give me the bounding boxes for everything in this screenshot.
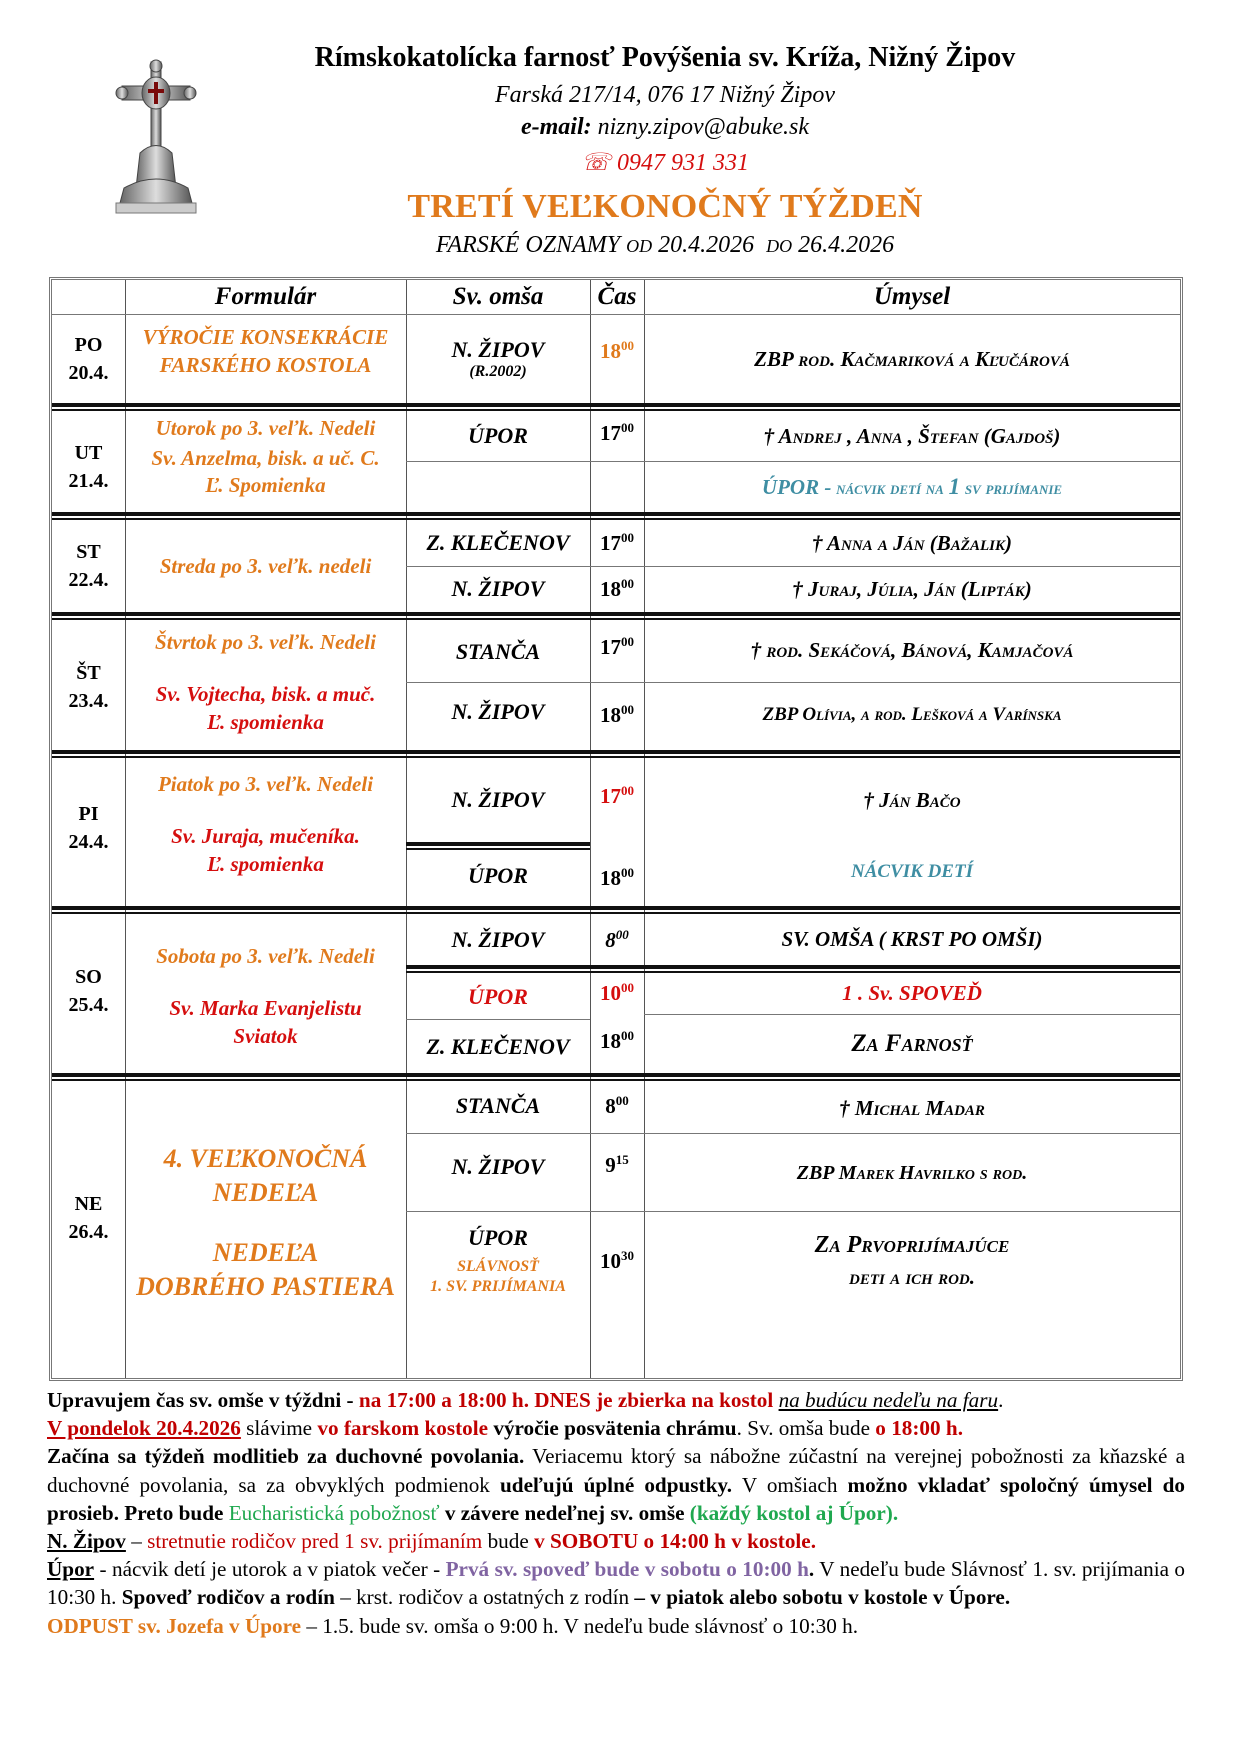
day-cell (52, 622, 125, 752)
mass-time: $18^{00}$ (600, 338, 634, 363)
day-abbrev: ŠT (76, 662, 101, 684)
mass-place: STANČA (455, 1093, 541, 1118)
mass-time: $8^{00}$ (605, 927, 629, 952)
day-cell (52, 1083, 125, 1381)
mass-time: $10^{30}$ (600, 1247, 634, 1273)
mass-intention: † Andrej , Anna , Štefan (Gajdoš) (763, 423, 1061, 448)
mass-intention: ZBP Marek Havrilko s rod. (796, 1161, 1028, 1184)
phone-number[interactable]: 0947 931 331 (617, 150, 749, 176)
mass-intention: ZBP rod. Kačmariková a Kľučárová (754, 346, 1070, 371)
note-paragraph: Úpor - nácvik detí je utorok a v piatok večer - Prvá sv. spoveď bude v sobotu o 10:00 h. V nedeľu bude Slávnosť 1. sv. prijímania o 10:30 h. Spoveď rodičov a rodín – krst. rodičov a ostatných z rodín – v piatok alebo sobotu v kostole v Úpore. (47, 1557, 1186, 1610)
mass-intention: † Ján Bačo (863, 787, 961, 812)
mass-place-cell (406, 1213, 590, 1308)
mass-place-note: SLÁVNOSŤ (457, 1257, 539, 1275)
formular-line: Sv. Vojtecha, bisk. a muč. (155, 682, 376, 706)
mass-time: $18^{00}$ (600, 1028, 634, 1053)
day-divider (52, 403, 1180, 411)
formular-cell (125, 411, 406, 521)
formular-line: Sv. Juraja, mučeníka. (171, 824, 360, 848)
mass-time: $17^{00}$ (600, 420, 634, 445)
mass-time: $18^{00}$ (600, 865, 634, 890)
formular-line: Sv. Anzelma, bisk. a uč. C. (151, 446, 380, 470)
mass-place: N. ŽIPOV (451, 1154, 545, 1179)
mass-place: N. ŽIPOV (451, 576, 545, 601)
mass-intention: † Michal Madar (839, 1095, 985, 1120)
parish-address: Farská 217/14, 076 17 Nižný Žipov (495, 82, 835, 108)
mass-place-cell (406, 316, 590, 402)
header-cas: Čas (597, 282, 637, 310)
formular-cell (125, 620, 406, 750)
parish-name: Rímskokatolícka farnosť Povýšenia sv. Kríža, Nižný Žipov (314, 42, 1016, 73)
mass-time: $9^{15}$ (605, 1152, 629, 1177)
day-date: 20.4. (68, 362, 109, 384)
row-divider (406, 965, 1180, 973)
mass-place: N. ŽIPOV (451, 337, 545, 362)
formular-cell (125, 1083, 406, 1323)
formular-line: Ľ. spomienka (207, 852, 324, 876)
day-date: 26.4. (68, 1221, 109, 1243)
mass-place: Z. KLEČENOV (426, 530, 570, 555)
mass-place: ÚPOR (468, 863, 528, 888)
day-divider (52, 1073, 1180, 1081)
intention-line: Za Prvoprijímajúce (814, 1231, 1010, 1258)
schedule-table (49, 277, 1183, 1381)
row-divider (406, 842, 590, 850)
formular-line: Piatok po 3. veľk. Nedeli (157, 772, 374, 796)
formular-line: NEDEĽA (212, 1238, 319, 1267)
row-divider (406, 1211, 1180, 1212)
mass-place-note: 1. SV. PRIJÍMANIA (430, 1277, 566, 1295)
formular-line: Utorok po 3. veľk. Nedeli (155, 416, 376, 440)
row-divider (406, 1019, 590, 1020)
mass-place: ÚPOR (468, 423, 528, 448)
day-date: 22.4. (68, 569, 109, 591)
day-abbrev: ST (76, 541, 101, 563)
mass-time: $17^{00}$ (600, 783, 634, 808)
day-cell (52, 413, 125, 521)
day-divider (52, 750, 1180, 758)
range-prefix: FARSKÉ OZNAMY (435, 232, 621, 258)
header-formular: Formulár (214, 282, 317, 310)
day-cell (52, 316, 125, 402)
formular-cell (125, 916, 406, 1066)
day-cell (52, 916, 125, 1066)
note-paragraph: Upravujem čas sv. omše v týždni - na 17:00 a 18:00 h. DNES je zbierka na kostol na budúcu nedeľu na faru. (47, 1388, 1004, 1412)
day-divider (52, 906, 1180, 914)
parish-phone-line (230, 148, 1100, 177)
row-divider (52, 314, 1180, 315)
email-label: e-mail: (520, 114, 592, 140)
mass-time: $18^{00}$ (600, 576, 634, 601)
announcements-range (230, 232, 1100, 259)
range-do: DO (766, 236, 793, 256)
mass-note: (R.2002) (469, 363, 527, 380)
day-divider (52, 612, 1180, 620)
day-date: 23.4. (68, 690, 109, 712)
formular-line: Sv. Marka Evanjelistu (169, 996, 362, 1020)
formular-line: Streda po 3. veľk. nedeli (159, 554, 372, 578)
note-paragraph: ODPUST sv. Jozefa v Úpore – 1.5. bude sv. omša o 9:00 h. V nedeľu bude slávnosť o 10:30 h. (47, 1613, 858, 1638)
mass-place: N. ŽIPOV (451, 699, 545, 724)
mass-place: N. ŽIPOV (451, 787, 545, 812)
day-abbrev: NE (74, 1193, 103, 1215)
formular-cell (125, 316, 406, 386)
formular-line: Ľ. spomienka (207, 710, 324, 734)
day-cell (52, 522, 125, 610)
mass-intention-note: ÚPOR - nácvik detí na 1 sv prijímanie (761, 474, 1063, 499)
mass-intention: † rod. Sekáčová, Bánová, Kamjačová (750, 637, 1074, 662)
mass-place: ÚPOR (468, 1224, 528, 1250)
mass-time: $18^{00}$ (600, 702, 634, 727)
formular-cell (125, 522, 406, 610)
day-abbrev: UT (74, 442, 103, 464)
formular-line: VÝROČIE KONSEKRÁCIE (142, 325, 389, 349)
mass-intention: NÁCVIK DETÍ (851, 861, 973, 882)
day-abbrev: PO (74, 334, 103, 356)
formular-line: 4. VEĽKONOČNÁ (163, 1144, 368, 1173)
range-from: 20.4.2026 (658, 232, 755, 258)
formular-line: DOBRÉHO PASTIERA (136, 1272, 395, 1301)
row-divider (406, 566, 1180, 567)
mass-intention (644, 1213, 1180, 1308)
note-paragraph: N. Žipov – stretnutie rodičov pred 1 sv. prijímaním bude v SOBOTU o 14:00 h v kostole. (47, 1529, 817, 1554)
formular-line: NEDEĽA (212, 1178, 319, 1207)
mass-place: ÚPOR (468, 984, 528, 1009)
range-od: OD (626, 236, 653, 256)
header-umysel: Úmysel (873, 282, 951, 310)
note-paragraph: Začína sa týždeň modlitieb za duchovné povolania. Veriacemu ktorý sa nábožne zúčastní na verejnej pobožnosti za kňazské a duchovné povolania, sa za obvyklých podmienok udeľujú úplné odpustky. V omšiach možno vkladať spoločný úmysel do prosieb. Preto bude Eucharistická pobožnosť v závere nedeľnej sv. omše (každý kostol aj Úpor). (47, 1444, 1186, 1525)
week-title: TRETÍ VEĽKONOČNÝ TÝŽDEŇ (407, 188, 923, 225)
row-divider (406, 1133, 1180, 1134)
announcements (47, 1386, 1185, 1640)
mass-intention: ZBP Olívia, a rod. Lešková a Varínska (762, 704, 1062, 725)
mass-time: $17^{00}$ (600, 530, 634, 555)
row-divider (406, 682, 1180, 683)
mass-time: $10^{00}$ (600, 980, 634, 1005)
reliquary-cross-logo (110, 58, 202, 218)
formular-cell (125, 760, 406, 896)
mass-intention: † Juraj, Júlia, Ján (Lipták) (792, 576, 1032, 601)
row-divider (406, 461, 1180, 462)
mass-intention: SV. OMŠA ( KRST PO OMŠI) (781, 926, 1043, 951)
formular-line: FARSKÉHO KOSTOLA (159, 353, 372, 377)
day-date: 21.4. (68, 470, 109, 492)
mass-intention: 1 . Sv. SPOVEĎ (842, 980, 982, 1005)
mass-place: N. ŽIPOV (451, 927, 545, 952)
formular-line: Sobota po 3. veľk. Nedeli (156, 944, 375, 968)
parish-email-line (230, 114, 1100, 141)
day-abbrev: PI (78, 803, 99, 825)
day-divider (52, 512, 1180, 520)
mass-time: $8^{00}$ (605, 1093, 629, 1118)
row-divider (644, 1014, 1180, 1015)
day-date: 25.4. (68, 994, 109, 1016)
mass-intention: Za Farnosť (851, 1030, 973, 1057)
formular-line: Ľ. Spomienka (205, 473, 326, 497)
day-date: 24.4. (68, 831, 109, 853)
email-link[interactable]: nizny.zipov@abuke.sk (597, 114, 809, 140)
formular-line: Štvrtok po 3. veľk. Nedeli (155, 630, 376, 654)
intention-line: deti a ich rod. (848, 1264, 976, 1289)
mass-place: STANČA (455, 639, 541, 664)
note-paragraph: V pondelok 20.4.2026 slávime vo farskom kostole výročie posvätenia chrámu. Sv. omša bude o 18:00 h. (47, 1416, 963, 1441)
header-sv-omsa: Sv. omša (452, 282, 544, 310)
mass-place: Z. KLEČENOV (426, 1034, 570, 1059)
mass-intention: † Anna a Ján (Bažalik) (812, 530, 1012, 555)
range-to: 26.4.2026 (798, 232, 895, 258)
mass-time: $17^{00}$ (600, 634, 634, 659)
telephone-icon: ☏ (580, 150, 611, 176)
day-abbrev: SO (75, 966, 102, 988)
formular-line: Sviatok (233, 1024, 298, 1048)
day-cell (52, 760, 125, 896)
